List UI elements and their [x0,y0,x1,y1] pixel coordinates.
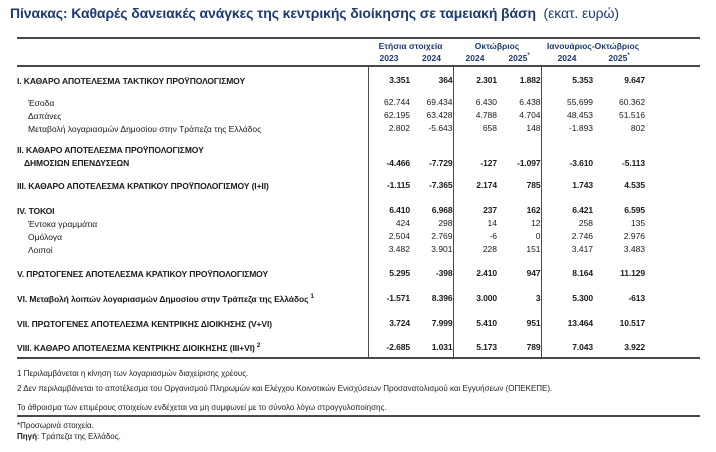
value-cell [410,305,453,316]
value-cell: 258 [541,217,593,230]
value-cell: 135 [630,217,646,228]
value-cell [410,66,453,73]
filler-cell [645,316,700,330]
value-cell: 3.922 [624,341,646,352]
table-row [17,178,700,192]
value-cell [410,135,453,144]
value-cell: 298 [438,217,453,228]
filler-cell [645,170,700,178]
value-cell: -398 [435,267,453,278]
value-cell: 947 [526,267,541,278]
row-label-cell [17,266,368,280]
filler-cell [645,291,700,305]
value-cell: 789 [526,341,541,352]
label-column-header [17,38,368,51]
row-label [17,293,368,305]
source-label: Πηγή [17,432,37,441]
row-label-text: ΙΙ. ΚΑΘΑΡΟ ΑΠΟΤΕΛΕΣΜΑ ΠΡΟΫΠΟΛΟΓΙΣΜΟΥ [17,144,204,155]
value-cell: 2.174 [453,178,497,192]
spacer-row [17,66,700,73]
row-label-text: ΙΙΙ. ΚΑΘΑΡΟ ΑΠΟΤΕΛΕΣΜΑ ΚΡΑΤΙΚΟΥ ΠΡΟΫΠΟΛΟΓΙΣΜΟΥ (Ι+ΙΙ) [17,180,269,191]
value-cell: 658 [453,122,497,135]
year-header-row [17,51,700,66]
value-cell: 3.000 [453,291,497,305]
row-label-cell [17,291,368,305]
filler-cell [645,266,700,280]
value-cell [497,330,541,340]
value-cell [497,87,541,96]
row-label-text: VIII. ΚΑΘΑΡΟ ΑΠΟΤΕΛΕΣΜΑ ΚΕΝΤΡΙΚΗΣ ΔΙΟΙΚΗΣΗΣ (ΙΙΙ+VΙ) [17,342,255,353]
value-cell: 5.410 [453,316,497,330]
value-cell [453,170,497,178]
spacer-row [17,170,700,178]
value-cell [497,135,541,144]
filler-cell [645,178,700,192]
value-cell: 14 [453,217,497,230]
value-cell: 5.353 [541,73,593,87]
row-label [28,110,368,122]
value-cell: 6.968 [431,204,453,215]
year-mark: * [627,53,630,59]
spacer-row [17,354,700,358]
row-label [28,97,368,109]
row-label-cell [17,144,368,170]
value-cell: 951 [526,317,541,328]
filler-cell [645,230,700,243]
page-title [10,5,710,21]
row-label-cell [17,96,368,109]
source-block [17,415,700,442]
value-cell: 802 [630,122,646,133]
row-label-line2: ΔΗΜΟΣΙΩΝ ΕΠΕΝΔΥΣΕΩΝ [24,157,130,168]
value-cell [593,330,645,340]
value-cell [368,305,410,316]
value-cell: 2.301 [453,73,497,87]
filler-cell [645,144,700,170]
row-label-cell [17,73,368,87]
row-label-text: VII. ΠΡΩΤΟΓΕΝΕΣ ΑΠΟΤΕΛΕΣΜΑ ΚΕΝΤΡΙΚΗΣ ΔΙΟΙΚΗΣΗΣ (V+VI) [17,318,272,329]
value-cell: 237 [453,203,497,217]
spacer-row [17,192,700,203]
table-row [17,96,700,109]
value-cell [593,256,645,266]
footnote-2: 2 Δεν περιλαμβάνεται το αποτέλεσμα του Οργανισμού Πληρωμών και Ελέγχου Κοινοτικών Ενισχύσεων Προσανατολισμού και Εγγυήσεων (ΟΠΕΚΕΠΕ). [17,384,553,393]
value-cell: 6.438 [519,96,541,107]
value-cell: 60.362 [619,96,646,107]
row-label-cell [17,87,368,96]
value-cell [453,330,497,340]
value-cell: 8.396 [431,292,453,303]
filler-cell [645,96,700,109]
row-label [17,318,368,330]
value-cell: 1.882 [519,74,541,85]
value-cell [410,170,453,178]
row-label-text: Μεταβολή λογαριασμών Δημοσίου στην Τράπεζα της Ελλάδος [28,123,262,134]
row-label-cell [17,192,368,203]
table-row [17,266,700,280]
value-cell [368,256,410,266]
spacer-row [17,330,700,340]
value-cell [497,66,541,73]
year-mark: * [527,53,530,59]
value-cell: 1.743 [541,178,593,192]
value-cell [453,66,497,73]
value-cell [593,66,645,73]
footnotes [17,366,700,415]
column-group-annual: Ετήσια στοιχεία [378,41,443,51]
filler-cell [645,66,700,73]
value-cell [368,87,410,96]
value-cell [368,192,410,203]
value-cell [593,170,645,178]
filler-cell [645,217,700,230]
row-label-text: Ομόλογα [28,231,63,242]
value-cell: 48.453 [541,109,593,122]
value-cell [593,354,645,358]
header-filler [645,51,700,66]
row-label-cell [17,354,368,358]
row-label [17,75,368,87]
row-label-text: Έσοδα [28,97,55,108]
spacer-row [17,280,700,291]
value-cell [541,354,593,358]
value-cell: -1.571 [368,291,410,305]
table-row [17,109,700,122]
row-label [28,123,368,135]
value-cell: 1.031 [431,341,453,352]
value-cell [453,256,497,266]
footnote-ref: 1 [310,293,314,300]
row-label [28,218,368,230]
value-cell: 51.516 [619,109,646,120]
value-cell: 424 [368,217,410,230]
value-cell: 2.504 [368,230,410,243]
filler-cell [645,87,700,96]
value-cell [368,66,410,73]
value-cell [410,256,453,266]
value-cell [497,354,541,358]
row-label-text: Δαπάνες [28,110,62,121]
column-group-header-row [17,38,700,51]
value-cell [497,192,541,203]
value-cell: -127 [453,144,497,170]
value-cell: 8.164 [541,266,593,280]
row-label-cell [17,316,368,330]
filler-cell [645,256,700,266]
value-cell: 55.699 [541,96,593,109]
value-cell [497,170,541,178]
value-cell [368,135,410,144]
footnote-ref: 2 [256,342,261,349]
value-cell: 162 [526,204,541,215]
value-cell: 2.976 [623,230,646,241]
value-cell [541,330,593,340]
value-cell: 2.746 [541,230,593,243]
value-cell [541,135,593,144]
value-cell [410,354,453,358]
value-cell [593,87,645,96]
label-column-subheader [17,51,368,66]
row-label-text: V. ΠΡΩΤΟΓΕΝΕΣ ΑΠΟΤΕΛΕΣΜΑ ΚΡΑΤΙΚΟΥ ΠΡΟΫΠΟΛΟΓΙΣΜΟΥ [17,268,269,279]
value-cell: 4.704 [519,109,541,120]
value-cell: 9.647 [624,74,646,85]
table-row [17,203,700,217]
value-cell: -3.610 [541,144,593,170]
year-header: 2024 [453,51,497,66]
value-cell: 6.595 [624,204,646,215]
footnote-rounding: Το άθροισμα των επιμέρους στοιχείων ενδέχεται να μη συμφωνεί με το σύνολο λόγω στρογγυλοποίησης. [17,403,387,412]
value-cell: -7.729 [429,157,453,168]
value-cell: 785 [526,179,541,190]
value-cell: 10.517 [619,317,646,328]
value-cell [410,330,453,340]
value-cell: 3.483 [623,243,646,254]
value-cell: 2.769 [431,230,453,241]
spacer-row [17,87,700,96]
filler-cell [645,354,700,358]
value-cell: 11.129 [620,267,646,278]
source-line [17,431,700,442]
value-cell: 13.464 [541,316,593,330]
value-cell: 3.482 [368,243,410,256]
year-header: 2024 [410,51,453,66]
filler-cell [645,192,700,203]
value-cell [541,305,593,316]
value-cell: 7.043 [541,340,593,354]
value-cell: 5.300 [541,291,593,305]
row-label-cell [17,122,368,135]
row-label-text: Λοιποί [28,244,53,255]
value-cell [453,280,497,291]
value-cell: 5.173 [453,340,497,354]
value-cell [453,354,497,358]
row-label-cell [17,280,368,291]
value-cell [410,280,453,291]
table-row [17,73,700,87]
table-row [17,230,700,243]
value-cell: 2.410 [453,266,497,280]
value-cell: 364 [438,74,453,85]
row-label-cell [17,340,368,354]
value-cell: 2.802 [368,122,410,135]
value-cell [541,170,593,178]
value-cell: -5.113 [622,157,646,168]
value-cell: -613 [628,292,646,303]
value-cell [541,87,593,96]
value-cell [368,354,410,358]
row-label-cell [17,109,368,122]
row-label-text: Έντοκα γραμμάτια [28,218,98,229]
value-cell: -1.097 [517,157,541,168]
value-cell: 62.744 [368,96,410,109]
value-cell: 69.434 [426,96,453,107]
row-label-cell [17,135,368,144]
row-label-cell [17,170,368,178]
value-cell: 63.428 [426,109,453,120]
value-cell [593,135,645,144]
value-cell: 5.295 [368,266,410,280]
source-text: : Τράπεζα της Ελλάδος. [37,432,121,441]
page-title-text: Πίνακας: Καθαρές δανειακές ανάγκες της κεντρικής διοίκησης σε ταμειακή βάση [10,5,536,21]
value-cell [497,256,541,266]
value-cell: 6.430 [453,96,497,109]
filler-cell [645,135,700,144]
column-group-october: Οκτώβριος [474,41,520,51]
filler-cell [645,73,700,87]
table-header [17,38,700,66]
spacer-row [17,256,700,266]
value-cell: -7.365 [429,179,453,190]
value-cell [541,280,593,291]
value-cell: 228 [453,243,497,256]
filler-cell [645,122,700,135]
value-cell: 3.417 [541,243,593,256]
filler-cell [645,330,700,340]
value-cell: 151 [526,243,541,254]
spacer-row [17,135,700,144]
value-cell: 7.999 [431,317,453,328]
value-cell [541,66,593,73]
unit-label: (εκατ. ευρώ) [543,5,619,21]
value-cell [497,305,541,316]
filler-cell [645,109,700,122]
year-header: 2025* [497,51,541,66]
value-cell: 3.901 [431,243,453,254]
row-label-text: Ι. ΚΑΘΑΡΟ ΑΠΟΤΕΛΕΣΜΑ ΤΑΚΤΙΚΟΥ ΠΡΟΫΠΟΛΟΓΙΣΜΟΥ [17,75,246,86]
row-label-text: VI. Μεταβολή λοιπών λογαριασμών Δημοσίου στην Τράπεζα της Ελλάδος [17,293,309,304]
value-cell: 4.788 [453,109,497,122]
value-cell [410,192,453,203]
table-row [17,340,700,354]
row-label-cell [17,178,368,192]
value-cell [368,170,410,178]
value-cell: 4.535 [624,179,646,190]
value-cell [541,256,593,266]
value-cell: 3 [535,292,541,303]
value-cell: 0 [535,230,541,241]
row-label-cell [17,256,368,266]
row-label-cell [17,330,368,340]
row-label-cell [17,230,368,243]
value-cell [410,87,453,96]
value-cell: 12 [531,217,541,228]
year-header: 2025* [593,51,645,66]
row-label-cell [17,305,368,316]
table-row [17,122,700,135]
value-cell: -1.893 [541,122,593,135]
value-cell: 62.195 [368,109,410,122]
table-row [17,291,700,305]
row-label-cell [17,243,368,256]
value-cell [453,192,497,203]
budget-table [17,37,700,359]
row-label [17,268,368,280]
value-cell: -5.643 [428,122,453,133]
table-row [17,243,700,256]
value-cell [497,280,541,291]
filler-cell [645,243,700,256]
spacer-row [17,305,700,316]
value-cell: 6.421 [541,203,593,217]
row-label [28,231,368,243]
value-cell: -1.115 [368,178,410,192]
value-cell [593,192,645,203]
value-cell [593,305,645,316]
row-label-cell [17,217,368,230]
value-cell [453,305,497,316]
year-header: 2024 [541,51,593,66]
footnote-1: 1 Περιλαμβάνεται η κίνηση των λογαριασμών διαχείρισης χρέους. [17,369,249,378]
value-cell [368,330,410,340]
row-label-cell [17,66,368,73]
row-label [17,144,368,156]
value-cell: -2.685 [368,340,410,354]
row-label [17,205,368,217]
table-row [17,217,700,230]
row-label [17,180,368,192]
row-label [17,342,368,354]
row-label-text: IV. ΤΟΚΟΙ [17,205,55,216]
filler-cell [645,305,700,316]
value-cell: 3.724 [368,316,410,330]
table-body [17,66,700,358]
filler-cell [645,203,700,217]
value-cell: 3.351 [368,73,410,87]
value-cell [453,87,497,96]
row-label [28,244,368,256]
value-cell: -6 [453,230,497,243]
value-cell: -4.466 [368,144,410,170]
value-cell [453,135,497,144]
value-cell [541,192,593,203]
filler-cell [645,340,700,354]
table-row [17,316,700,330]
table-row [17,144,700,170]
header-filler [645,38,700,51]
row-label-cell [17,203,368,217]
value-cell [368,280,410,291]
column-group-jan-october: Ιανουάριος-Οκτώβριος [546,41,640,51]
value-cell [593,280,645,291]
year-header: 2023 [368,51,410,66]
value-cell: 148 [526,122,541,133]
value-cell: 6.410 [368,203,410,217]
provisional-note: *Προσωρινά στοιχεία. [17,421,94,430]
filler-cell [645,280,700,291]
